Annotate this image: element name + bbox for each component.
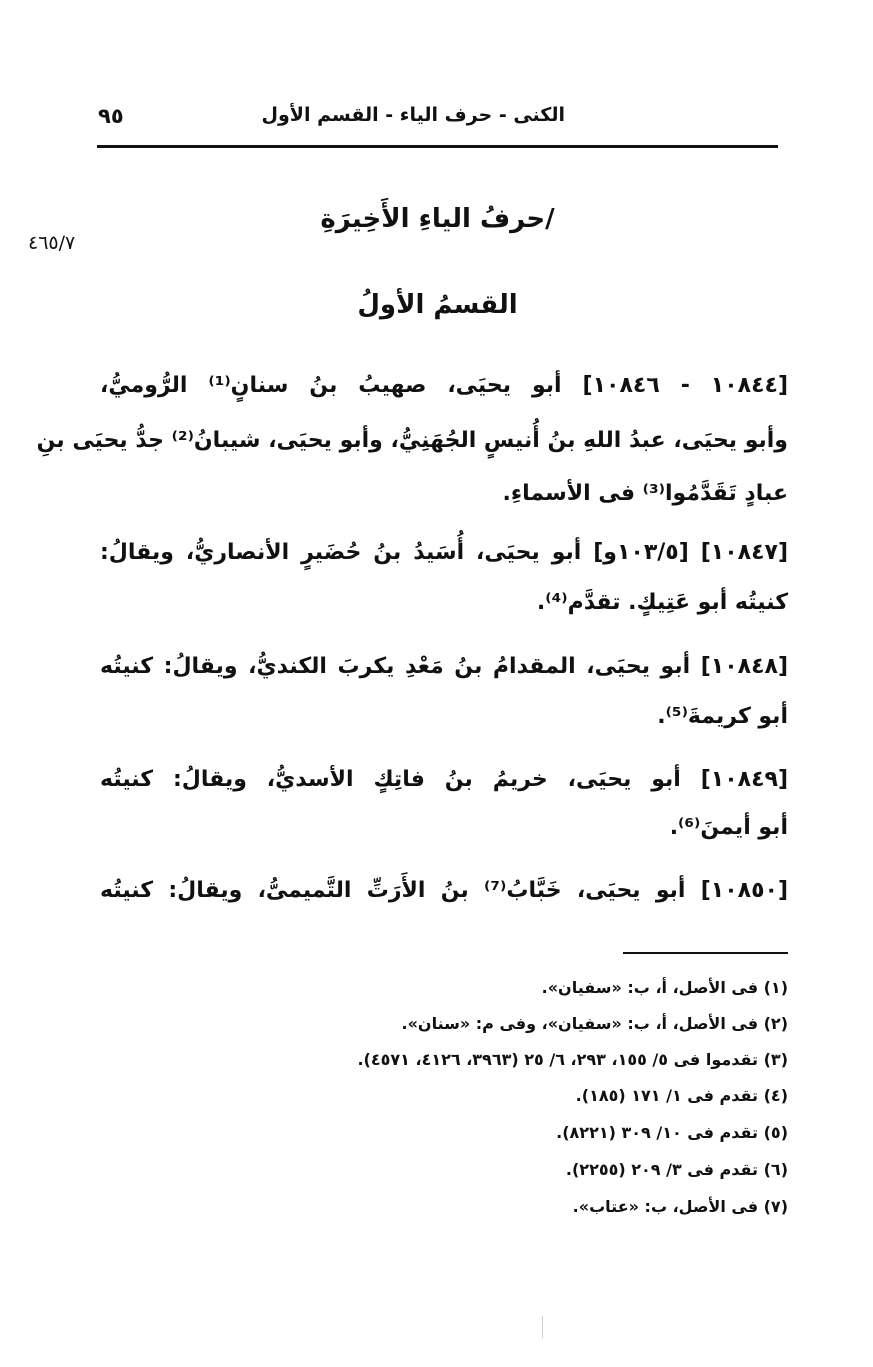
footnote-rule (623, 952, 788, 954)
footnote-2: (٢) فى الأصل، أ، ب: «سفيان»، وفى م: «سنان». (401, 1014, 788, 1033)
subsection-title: القسمُ الأولُ (357, 290, 518, 320)
margin-reference: ٤٦٥/٧ (28, 232, 76, 254)
running-header: الكنى - حرف الياء - القسم الأول (261, 104, 565, 126)
entry-3-line-2: أبو كريمةَ⁽⁵⁾. (657, 704, 788, 729)
entry-4-line-2: أبو أيمنَ⁽⁶⁾. (669, 815, 788, 840)
entry-1-line-1: [١٠٨٤٤ - ١٠٨٤٦] أبو يحيَى، صهيبُ بنُ سنانٍ⁽¹⁾ الرُّوميُّ، (100, 373, 788, 398)
entry-1-line-3: عبادٍ تَقَدَّمُوا⁽³⁾ فى الأسماءِ. (502, 481, 788, 506)
footnote-5: (٥) تقدم فى ١٠/ ٣٠٩ (٨٢٢١). (556, 1123, 788, 1142)
entry-2-line-2: كنيتُه أبو عَتِيكٍ. تقدَّم⁽⁴⁾. (536, 590, 788, 615)
section-title: /حرفُ الياءِ الأَخِيرَةِ (320, 204, 555, 234)
header-rule (97, 145, 778, 148)
page-number: ٩٥ (98, 104, 124, 128)
entry-3-line-1: [١٠٨٤٨] أبو يحيَى، المقدامُ بنُ مَعْدِ يكربَ الكنديُّ، ويقالُ: كنيتُه (100, 654, 788, 679)
footnote-7: (٧) فى الأصل، ب: «عتاب». (572, 1197, 788, 1216)
footnote-1: (١) فى الأصل، أ، ب: «سفيان». (541, 978, 788, 997)
entry-2-line-1: [١٠٨٤٧] [١٠٣/٥و] أبو يحيَى، أُسَيدُ بنُ حُضَيرٍ الأنصاريُّ، ويقالُ: (100, 540, 788, 565)
footnote-3: (٣) تقدموا فى ٥/ ١٥٥، ٢٩٣، ٦/ ٢٥ (٣٩٦٣، ٤١٢٦، ٤٥٧١). (357, 1050, 788, 1069)
entry-4-line-1: [١٠٨٤٩] أبو يحيَى، خريمُ بنُ فاتِكٍ الأسديُّ، ويقالُ: كنيتُه (100, 767, 788, 792)
scan-artifact (542, 1316, 543, 1338)
footnote-4: (٤) تقدم فى ١/ ١٧١ (١٨٥). (575, 1086, 788, 1105)
entry-5-line-1: [١٠٨٥٠] أبو يحيَى، خَبَّابُ⁽⁷⁾ بنُ الأَرَتِّ التَّميمىُّ، ويقالُ: كنيتُه (100, 878, 788, 903)
entry-1-line-2: وأبو يحيَى، عبدُ اللهِ بنُ أُنيسٍ الجُهَنِيُّ، وأبو يحيَى، شيبانُ⁽²⁾ جدُّ يحيَى بنِ (36, 428, 788, 453)
footnote-6: (٦) تقدم فى ٣/ ٢٠٩ (٢٢٥٥). (565, 1160, 788, 1179)
